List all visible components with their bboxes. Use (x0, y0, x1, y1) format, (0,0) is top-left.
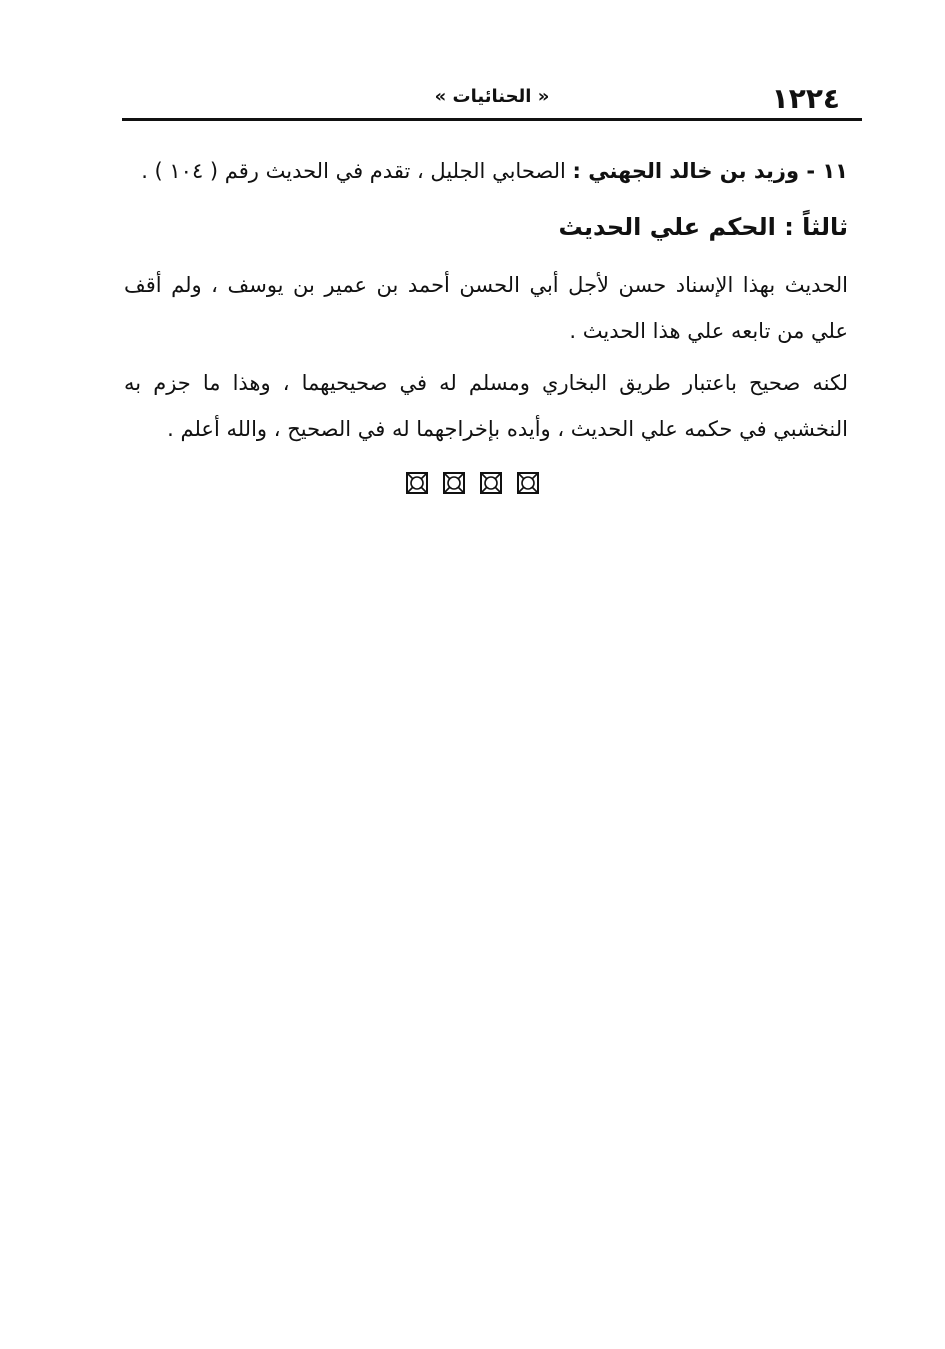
page-number: ١٢٢٤ (771, 82, 840, 115)
header-rule (122, 118, 862, 121)
running-title: « الحنائيات » (434, 86, 550, 107)
page-header (122, 78, 862, 118)
square-knot-ornament-icon (517, 472, 539, 494)
entry-11-text: الصحابي الجليل ، تقدم في الحديث رقم ( ١٠٤ ) . (141, 159, 573, 183)
paragraph-conclusion: لكنه صحيح باعتبار طريق البخاري ومسلم له في صحيحيهما ، وهذا ما جزم به النخشبي في حكمه علي الحديث ، وأيده بإخراجهما له في الصحيح ، والله أعلم . (124, 371, 848, 441)
square-knot-ornament-icon (480, 472, 502, 494)
ornament-divider (0, 472, 945, 494)
entry-11 (124, 148, 848, 194)
section-heading: ثالثاً : الحكم علي الحديث (558, 213, 848, 241)
entry-11-lead: ١١ - وزيد بن خالد الجهني : (572, 159, 848, 183)
square-knot-ornament-icon (443, 472, 465, 494)
square-knot-ornament-icon (406, 472, 428, 494)
paragraph-ruling: الحديث بهذا الإسناد حسن لأجل أبي الحسن أحمد بن عمير بن يوسف ، ولم أقف علي من تابعه علي هذا الحديث . (124, 273, 848, 343)
